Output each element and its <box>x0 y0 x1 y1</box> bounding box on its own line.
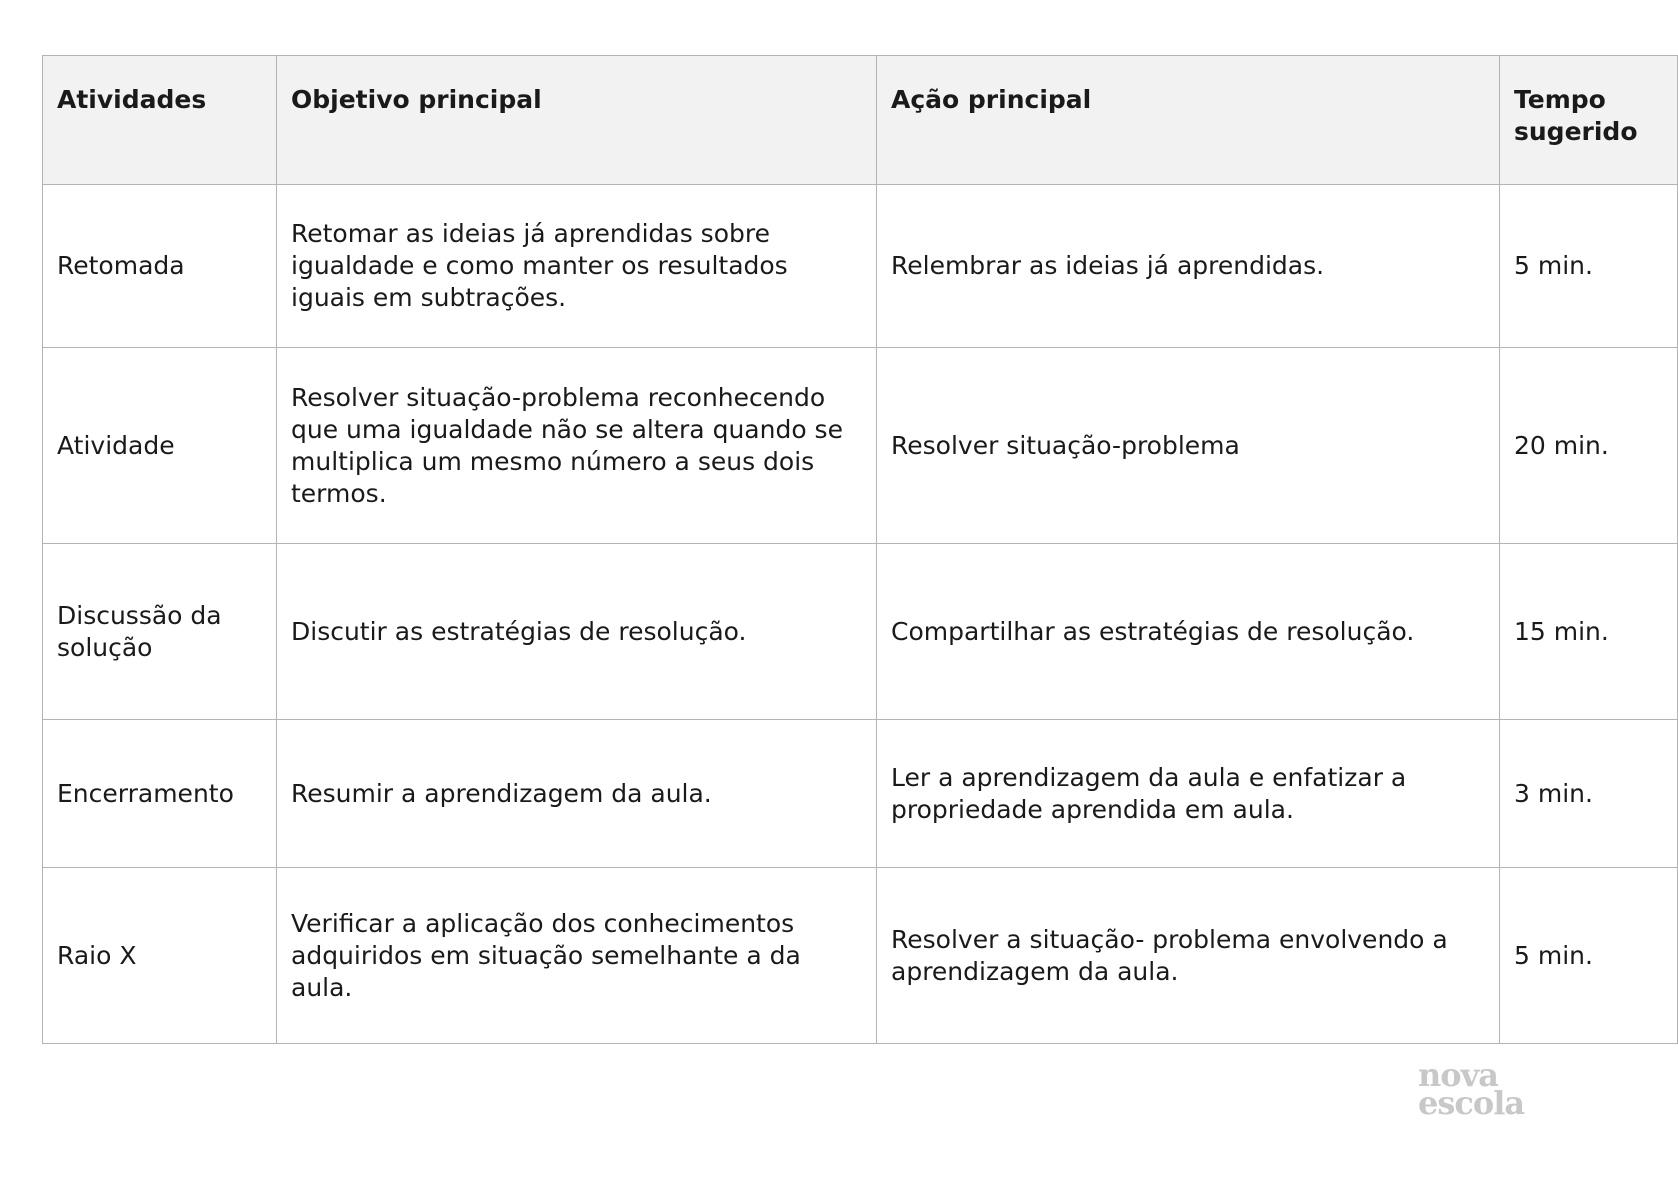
header-main-objective: Objetivo principal <box>277 56 877 185</box>
logo-line-nova: nova <box>1418 1056 1498 1094</box>
header-activities: Atividades <box>43 56 277 185</box>
time-cell: 20 min. <box>1500 348 1678 544</box>
table-header-row <box>43 56 1678 185</box>
activity-cell: Retomada <box>43 185 277 348</box>
activity-cell: Encerramento <box>43 720 277 868</box>
table-row <box>43 185 1678 348</box>
table-row <box>43 868 1678 1044</box>
nova-escola-logo <box>1418 1056 1538 1122</box>
objective-cell: Verificar a aplicação dos conhecimentos adquiridos em situação semelhante a da aula. <box>277 868 877 1044</box>
action-cell: Resolver situação-problema <box>877 348 1500 544</box>
lesson-plan-table <box>42 55 1678 1044</box>
action-cell: Compartilhar as estratégias de resolução. <box>877 544 1500 720</box>
objective-cell: Retomar as ideias já aprendidas sobre igualdade e como manter os resultados iguais em subtrações. <box>277 185 877 348</box>
table-row <box>43 720 1678 868</box>
table-row <box>43 348 1678 544</box>
time-cell: 15 min. <box>1500 544 1678 720</box>
time-cell: 5 min. <box>1500 185 1678 348</box>
activity-cell: Discussão da solução <box>43 544 277 720</box>
logo-line-escola: escola <box>1418 1084 1525 1122</box>
time-cell: 5 min. <box>1500 868 1678 1044</box>
objective-cell: Resumir a aprendizagem da aula. <box>277 720 877 868</box>
activity-cell: Atividade <box>43 348 277 544</box>
action-cell: Ler a aprendizagem da aula e enfatizar a propriedade aprendida em aula. <box>877 720 1500 868</box>
objective-cell: Resolver situação-problema reconhecendo que uma igualdade não se altera quando se multiplica um mesmo número a seus dois termos. <box>277 348 877 544</box>
action-cell: Relembrar as ideias já aprendidas. <box>877 185 1500 348</box>
action-cell: Resolver a situação- problema envolvendo a aprendizagem da aula. <box>877 868 1500 1044</box>
time-cell: 3 min. <box>1500 720 1678 868</box>
objective-cell: Discutir as estratégias de resolução. <box>277 544 877 720</box>
activity-cell: Raio X <box>43 868 277 1044</box>
header-suggested-time: Tempo sugerido <box>1500 56 1678 185</box>
header-main-action: Ação principal <box>877 56 1500 185</box>
table-row <box>43 544 1678 720</box>
